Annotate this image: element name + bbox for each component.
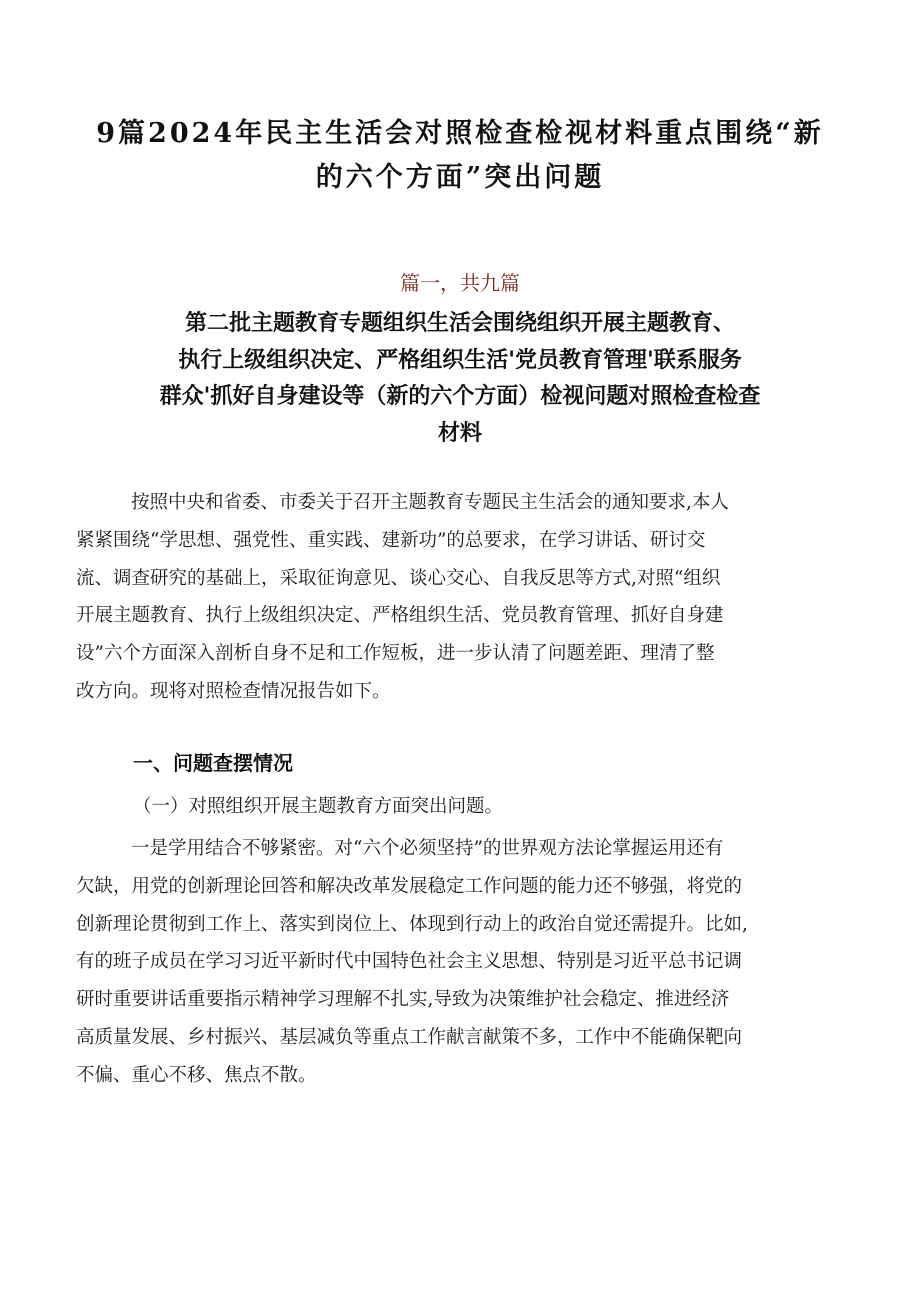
paragraph-line: 紧紧围绕“学思想、强党性、重实践、建新功”的总要求，在学习讲话、研讨交	[76, 529, 706, 551]
subsection-heading: （一）对照组织开展主题教育方面突出问题。	[133, 796, 504, 817]
paragraph-line: 创新理论贯彻到工作上、落实到岗位上、体现到行动上的政治自觉还需提升。比如,	[76, 913, 748, 935]
subtitle-line: 材料	[437, 420, 482, 446]
paragraph-line: 流、调查研究的基础上，采取征询意见、谈心交心、自我反思等方式,对照“组织	[76, 567, 721, 589]
title-line: 的六个方面”突出问题	[315, 162, 605, 193]
subtitle-line: 群众'抓好自身建设等（新的六个方面）检视问题对照检查检查	[159, 384, 761, 409]
paragraph-line: 有的班子成员在学习习近平新时代中国特色社会主义思想、特别是习近平总书记调	[76, 951, 743, 973]
paragraph-line: 高质量发展、乡村振兴、基层减负等重点工作献言献策不多，工作中不能确保靶向	[76, 1026, 743, 1048]
subtitle-line: 执行上级组织决定、严格组织生活'党员教育管理'联系服务	[178, 347, 742, 373]
title-line: 9篇2024年民主生活会对照检查检视材料重点围绕“新	[96, 118, 824, 149]
paragraph-line: 研时重要讲话重要指示精神学习理解不扎实,导致为决策维护社会稳定、推进经济	[76, 989, 730, 1011]
paragraph-line: 开展主题教育、执行上级组织决定、严格组织生活、党员教育管理、抓好自身建	[76, 605, 724, 627]
material-subtitle	[100, 306, 820, 452]
paragraph-line: 改方向。现将对照检查情况报告如下。	[76, 680, 391, 702]
paragraph-line: 欠缺，用党的创新理论回答和解决改革发展稳定工作问题的能力还不够强，将党的	[76, 875, 743, 897]
paragraph-line: 不偏、重心不移、焦点不散。	[76, 1064, 317, 1086]
intro-paragraph	[76, 484, 856, 711]
paragraph-line: 按照中央和省委、市委关于召开主题教育专题民主生活会的通知要求,本人	[131, 492, 729, 513]
document-title	[60, 112, 860, 200]
subtitle-line: 第二批主题教育专题组织生活会围绕组织开展主题教育、	[184, 311, 735, 336]
paragraph-line: 一是学用结合不够紧密。对“六个必须坚持”的世界观方法论掌握运用还有	[131, 838, 724, 859]
paragraph-line: 设”六个方面深入剖析自身不足和工作短板，进一步认清了问题差距、理清了整	[76, 643, 715, 665]
section-heading: 一、问题查摆情况	[133, 751, 293, 775]
point-paragraph	[76, 830, 856, 1095]
part-label: 篇一，共九篇	[400, 271, 520, 295]
